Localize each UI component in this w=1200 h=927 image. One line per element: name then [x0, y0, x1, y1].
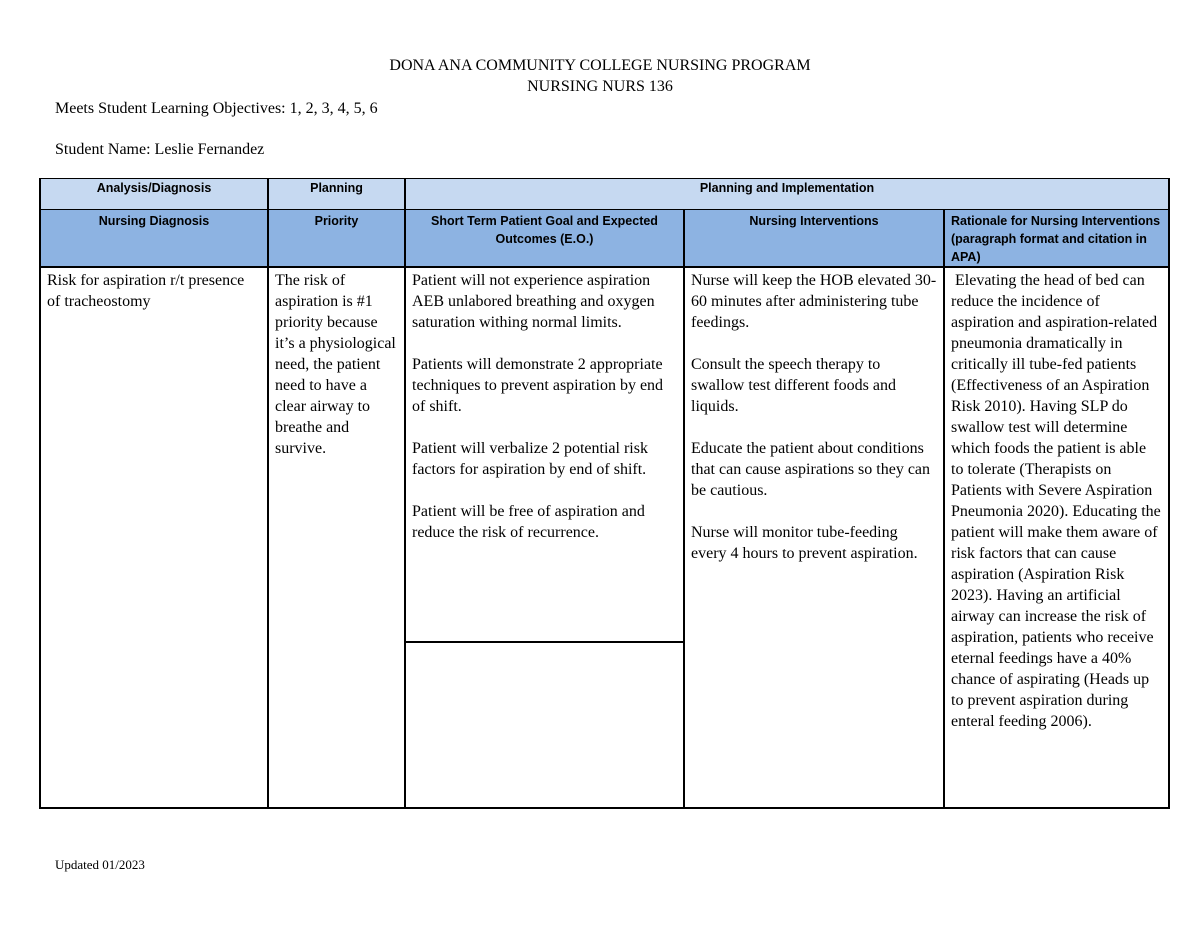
intervention-item: Nurse will keep the HOB elevated 30-60 minutes after administering tube feedings.: [691, 272, 937, 331]
intervention-item: Consult the speech therapy to swallow test different foods and liquids.: [691, 356, 896, 415]
care-plan-table: [39, 178, 1170, 809]
cell-goals: [405, 267, 684, 808]
intervention-item: Nurse will monitor tube-feeding every 4 hours to prevent aspiration.: [691, 524, 918, 562]
cell-diagnosis: Risk for aspiration r/t presence of tracheostomy: [40, 267, 268, 808]
cell-priority: The risk of aspiration is #1 priority because it’s a physiological need, the patient need to have a clear airway to breathe and survive.: [268, 267, 405, 808]
goal-item: Patients will demonstrate 2 appropriate techniques to prevent aspiration by end of shift.: [412, 356, 664, 415]
empty-goal-cell: [406, 643, 683, 807]
learning-objectives: Meets Student Learning Objectives: 1, 2, 3, 4, 5, 6: [55, 100, 378, 117]
goal-item: Patient will be free of aspiration and reduce the risk of recurrence.: [412, 503, 645, 541]
header-analysis-diagnosis: Analysis/Diagnosis: [40, 179, 268, 210]
program-title: DONA ANA COMMUNITY COLLEGE NURSING PROGRAM: [389, 57, 811, 74]
updated-date: Updated 01/2023: [55, 857, 145, 872]
header-priority: Priority: [268, 210, 405, 268]
header-planning: Planning: [268, 179, 405, 210]
cell-interventions: [684, 267, 944, 808]
header-planning-implementation: Planning and Implementation: [405, 179, 1169, 210]
cell-rationale: Elevating the head of bed can reduce the incidence of aspiration and aspiration-related pneumonia dramatically in critically ill tube-fed patients (Effectiveness of an Aspiration Risk 2010). Having SLP do swallow test will determine which foods the patient is able to tolerate (Therapists on Patients with Severe Aspiration Pneumonia 2020). Educating the patient will make them aware of risk factors that can cause aspiration (Aspiration Risk 2023). Having an artificial airway can increase the risk of aspiration, patients who receive eternal feedings have a 40% chance of aspirating (Heads up to prevent aspiration during enteral feeding 2006).: [944, 267, 1169, 808]
header-rationale: Rationale for Nursing Interventions (paragraph format and citation in APA): [944, 210, 1169, 268]
header-nursing-diagnosis: Nursing Diagnosis: [40, 210, 268, 268]
student-name: Student Name: Leslie Fernandez: [55, 141, 265, 158]
goal-item: Patient will not experience aspiration AEB unlabored breathing and oxygen saturation withing normal limits.: [412, 272, 655, 331]
header-interventions: Nursing Interventions: [684, 210, 944, 268]
intervention-item: Educate the patient about conditions that can cause aspirations so they can be cautious.: [691, 440, 931, 499]
column-header-row: [40, 210, 1169, 268]
course-title: NURSING NURS 136: [527, 78, 673, 95]
header-goals: Short Term Patient Goal and Expected Outcomes (E.O.): [405, 210, 684, 268]
group-header-row: [40, 179, 1169, 210]
table-row: [40, 267, 1169, 808]
goal-item: Patient will verbalize 2 potential risk factors for aspiration by end of shift.: [412, 440, 648, 478]
